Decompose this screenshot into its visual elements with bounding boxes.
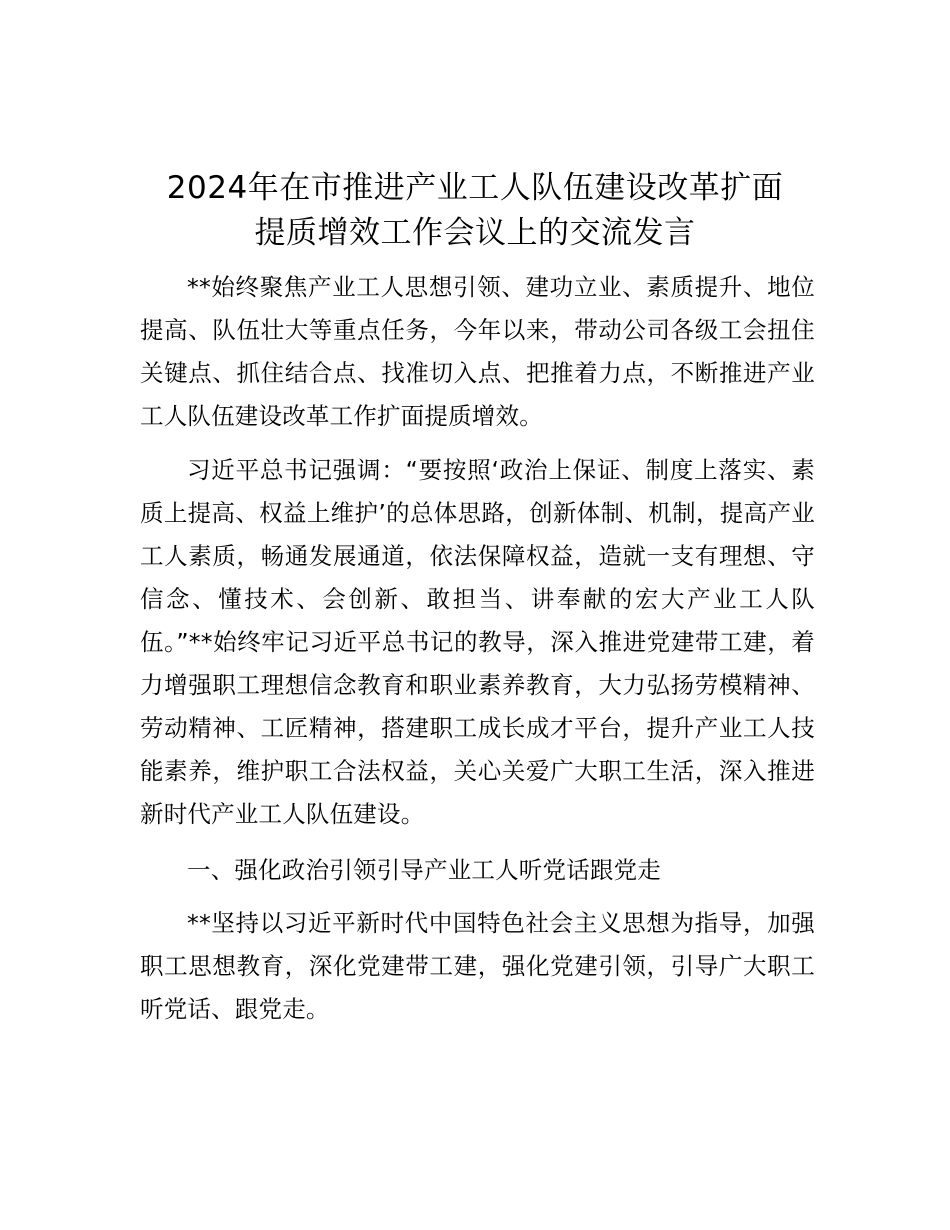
document-title-line-2: 提质增效工作会议上的交流发言 (254, 215, 696, 251)
paragraph-section-1: **坚持以习近平新时代中国特色社会主义思想为指导，加强职工思想教育，深化党建带工建，强化党建引领，引导广大职工听党话、跟党走。 (140, 909, 815, 1023)
document-title-line-1: 2024年在市推进产业工人队伍建设改革扩面 (166, 170, 784, 206)
section-heading-1: 一、强化政治引领引导产业工人听党话跟党走 (187, 856, 661, 884)
paragraph-intro: **始终聚焦产业工人思想引领、建功立业、素质提升、地位提高、队伍壮大等重点任务，今年以来，带动公司各级工会扭住关键点、抓住结合点、找准切入点、把推着力点，不断推进产业工人队伍建设改革工作扩面提质增效。 (140, 273, 815, 430)
paragraph-quote: 习近平总书记强调：“要按照‘政治上保证、制度上落实、素质上提高、权益上维护’的总体思路，创新体制、机制，提高产业工人素质，畅通发展通道，依法保障权益，造就一支有理想、守信念、懂技术、会创新、敢担当、讲奉献的宏大产业工人队伍。”**始终牢记习近平总书记的教导，深入推进党建带工建，着力增强职工理想信念教育和职业素养教育，大力弘扬劳模精神、劳动精神、工匠精神，搭建职工成长成才平台，提升产业工人技能素养，维护职工合法权益，关心关爱广大职工生活，深入推进新时代产业工人队伍建设。 (140, 456, 815, 828)
